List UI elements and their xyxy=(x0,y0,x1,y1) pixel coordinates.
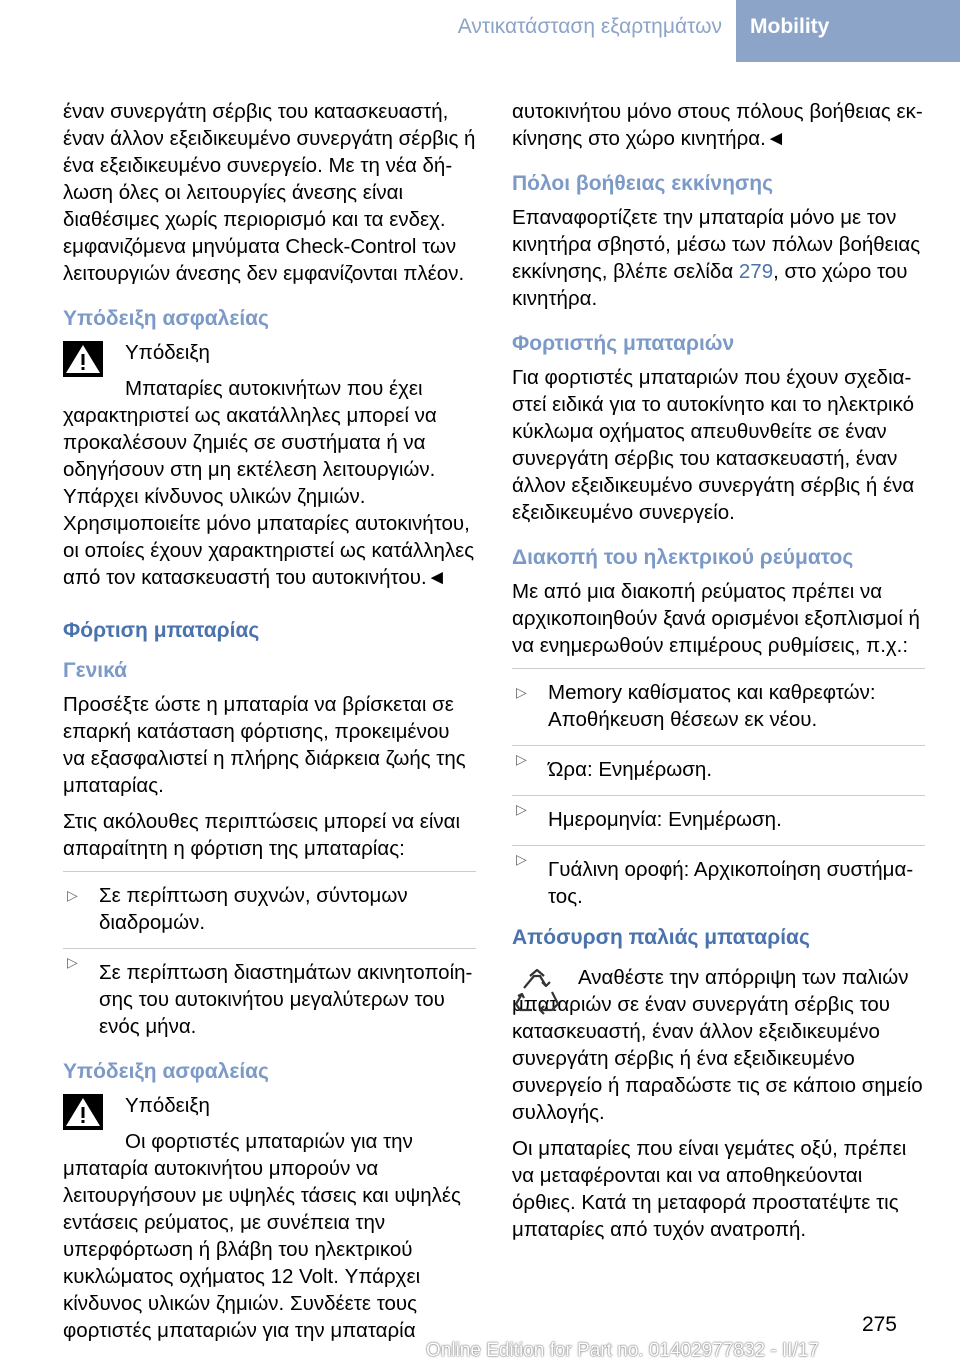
charger-text: Για φορτιστές μπαταριών που έχουν σχεδιαστεί ειδικά για το αυτοκίνητο και το ηλεκτρικό κύκλωμα οχήματος απευθυνθείτε σε έναν συνεργάτη σέρβις του κατασκευαστή, έναν άλλον εξειδικευμένο συνεργάτη σέρβις ή ένα εξειδικευμένο συνεργείο. xyxy=(512,366,915,524)
disposal-notice xyxy=(512,964,925,1126)
page-link[interactable]: 279 xyxy=(738,260,774,283)
triangle-bullet-icon: ▷ xyxy=(516,851,527,867)
list-item: ▷ Σε περίπτωση συχνών, σύντομων διαδρομών. xyxy=(67,884,408,934)
right-column xyxy=(512,98,925,1252)
continued-text: αυτοκινήτου μόνο στους πόλους βοήθειας εκκίνησης στο χώρο κινητήρα.◄ xyxy=(512,100,923,150)
triangle-bullet-icon: ▷ xyxy=(67,887,78,903)
intro-paragraph: έναν συνεργάτη σέρβις του κατασκευαστή, έναν άλλον εξειδικευμένο συνεργάτη σέρβις ή ένα εξειδικευμένο συνεργείο. Με τη νέα δήλωση όλες οι λειτουργίες άνεσης είναι διαθέσιμες χωρίς περιορισμό και τα ενδεχ. εμφανιζόμενα μηνύματα Check-Control των λειτουργιών άνεσης δεν εμφανίζονται πλέον. xyxy=(63,100,476,285)
charging-heading: Φόρτιση μπαταρίας xyxy=(63,619,260,642)
jump-start-heading: Πόλοι βοήθειας εκκίνησης xyxy=(512,172,774,195)
triangle-bullet-icon: ▷ xyxy=(516,684,527,700)
charger-heading: Φορτιστής μπαταριών xyxy=(512,332,735,355)
jump-start-text: Επαναφορτίζετε την μπαταρία μόνο με τον κινητήρα σβηστό, μέσω των πόλων βοήθειας εκκίνησης, βλέπε σελίδα 279, στο χώρο του κινητήρα. xyxy=(512,206,921,310)
safety-text-1: Μπαταρίες αυτοκινήτων που έχει χαρακτηριστεί ως ακατάλληλες μπορεί να προκαλέσουν ζημιές σε συστήματα ή να οδηγήσουν στη μη εκτέλεση λειτουργιών. Υπάρχει κίνδυνος υλικών ζημιών. Χρησιμοποιείτε μόνο μπαταρίες αυτοκινήτου, οι οποίες έχουν χαρακτηριστεί ως κατάλληλες από τον κατασκευαστή του αυτοκινήτου.◄ xyxy=(63,377,475,589)
left-column xyxy=(63,98,476,1353)
general-paragraph-1: Προσέξτε ώστε η μπαταρία να βρίσκεται σε επαρκή κατάσταση φόρτισης, προκειμένου να εξασφαλιστεί η πλήρης διάρκεια ζωής της μπαταρίας. xyxy=(63,693,466,797)
disposal-heading: Απόσυρση παλιάς μπαταρίας xyxy=(512,926,810,949)
disposal-paragraph-2: Οι μπαταρίες που είναι γεμάτες οξύ, πρέπει να μεταφέρονται και να αποθηκεύονται όρθιες. Κατά τη μεταφορά προστατέψτε τις μπαταρίες από τυχόν ανατροπή. xyxy=(512,1137,907,1241)
power-interruption-text: Με από μια διακοπή ρεύματος πρέπει να αρχικοποιηθούν ξανά ορισμένοι εξοπλισμοί ή να ενημερωθούν επιμέρους ρυθμίσεις, π.χ.: xyxy=(512,580,920,657)
list-item: ▷ Γυάλινη οροφή: Αρχικοποίηση συστήματος. xyxy=(512,845,925,910)
general-heading: Γενικά xyxy=(63,659,128,682)
triangle-bullet-icon: ▷ xyxy=(67,954,78,970)
safety-heading-1: Υπόδειξη ασφαλείας xyxy=(63,307,269,330)
edition-info: Online Edition for Part no. 01402977832 - II/17 xyxy=(426,1340,819,1361)
recycle-icon xyxy=(512,968,562,1018)
list-item: ▷ Ημερομηνία: Ενημέρωση. xyxy=(512,795,925,833)
general-paragraph-2: Στις ακόλουθες περιπτώσεις μπορεί να είναι απαραίτητη η φόρτιση της μπαταρίας: xyxy=(63,810,461,860)
safety-label-2: Υπόδειξη xyxy=(125,1094,210,1117)
power-interruption-heading: Διακοπή του ηλεκτρικού ρεύματος xyxy=(512,546,854,569)
warning-icon xyxy=(63,341,103,377)
power-list xyxy=(512,668,925,910)
warning-icon xyxy=(63,1094,103,1130)
safety-notice-1 xyxy=(63,339,476,591)
list-item: ▷ Memory καθίσματος και καθρεφτών: Αποθήκευση θέσεων εκ νέου. xyxy=(516,681,876,731)
disposal-text: Αναθέστε την απόρριψη των παλιών μπαταριών σε έναν συνεργάτη σέρβις του κατασκευαστή, έναν άλλον εξειδικευμένο συνεργάτη σέρβις ή ένα εξειδικευμένο συνεργείο ή παραδώστε τις σε κάποιο σημείο συλλογής. xyxy=(512,966,923,1124)
list-item: ▷ Σε περίπτωση διαστημάτων ακινητοποίησης του αυτοκινήτου μεγαλύτερων του ενός μήνα. xyxy=(63,948,476,1040)
safety-heading-2: Υπόδειξη ασφαλείας xyxy=(63,1060,269,1083)
triangle-bullet-icon: ▷ xyxy=(516,751,527,767)
section-title: Αντικατάσταση εξαρτημάτων xyxy=(420,0,736,62)
general-list xyxy=(63,871,476,1040)
page-number: 275 xyxy=(861,1313,897,1336)
list-item: ▷ Ώρα: Ενημέρωση. xyxy=(512,745,925,783)
safety-notice-2 xyxy=(63,1092,476,1344)
triangle-bullet-icon: ▷ xyxy=(516,801,527,817)
chapter-tab[interactable]: Mobility xyxy=(736,0,960,62)
safety-text-2: Οι φορτιστές μπαταριών για την μπαταρία αυτοκινήτου μπορούν να λειτουργήσουν με υψηλές τάσεις και υψηλές εντάσεις ρεύματος, με συνέπεια την υπερφόρτωση ή βλάβη του ηλεκτρικού κυκλώματος οχήματος 12 Volt. Υπάρχει κίνδυνος υλικών ζημιών. Συνδέετε τους φορτιστές μπαταριών για την μπαταρία xyxy=(63,1130,461,1342)
safety-label-1: Υπόδειξη xyxy=(125,341,210,364)
